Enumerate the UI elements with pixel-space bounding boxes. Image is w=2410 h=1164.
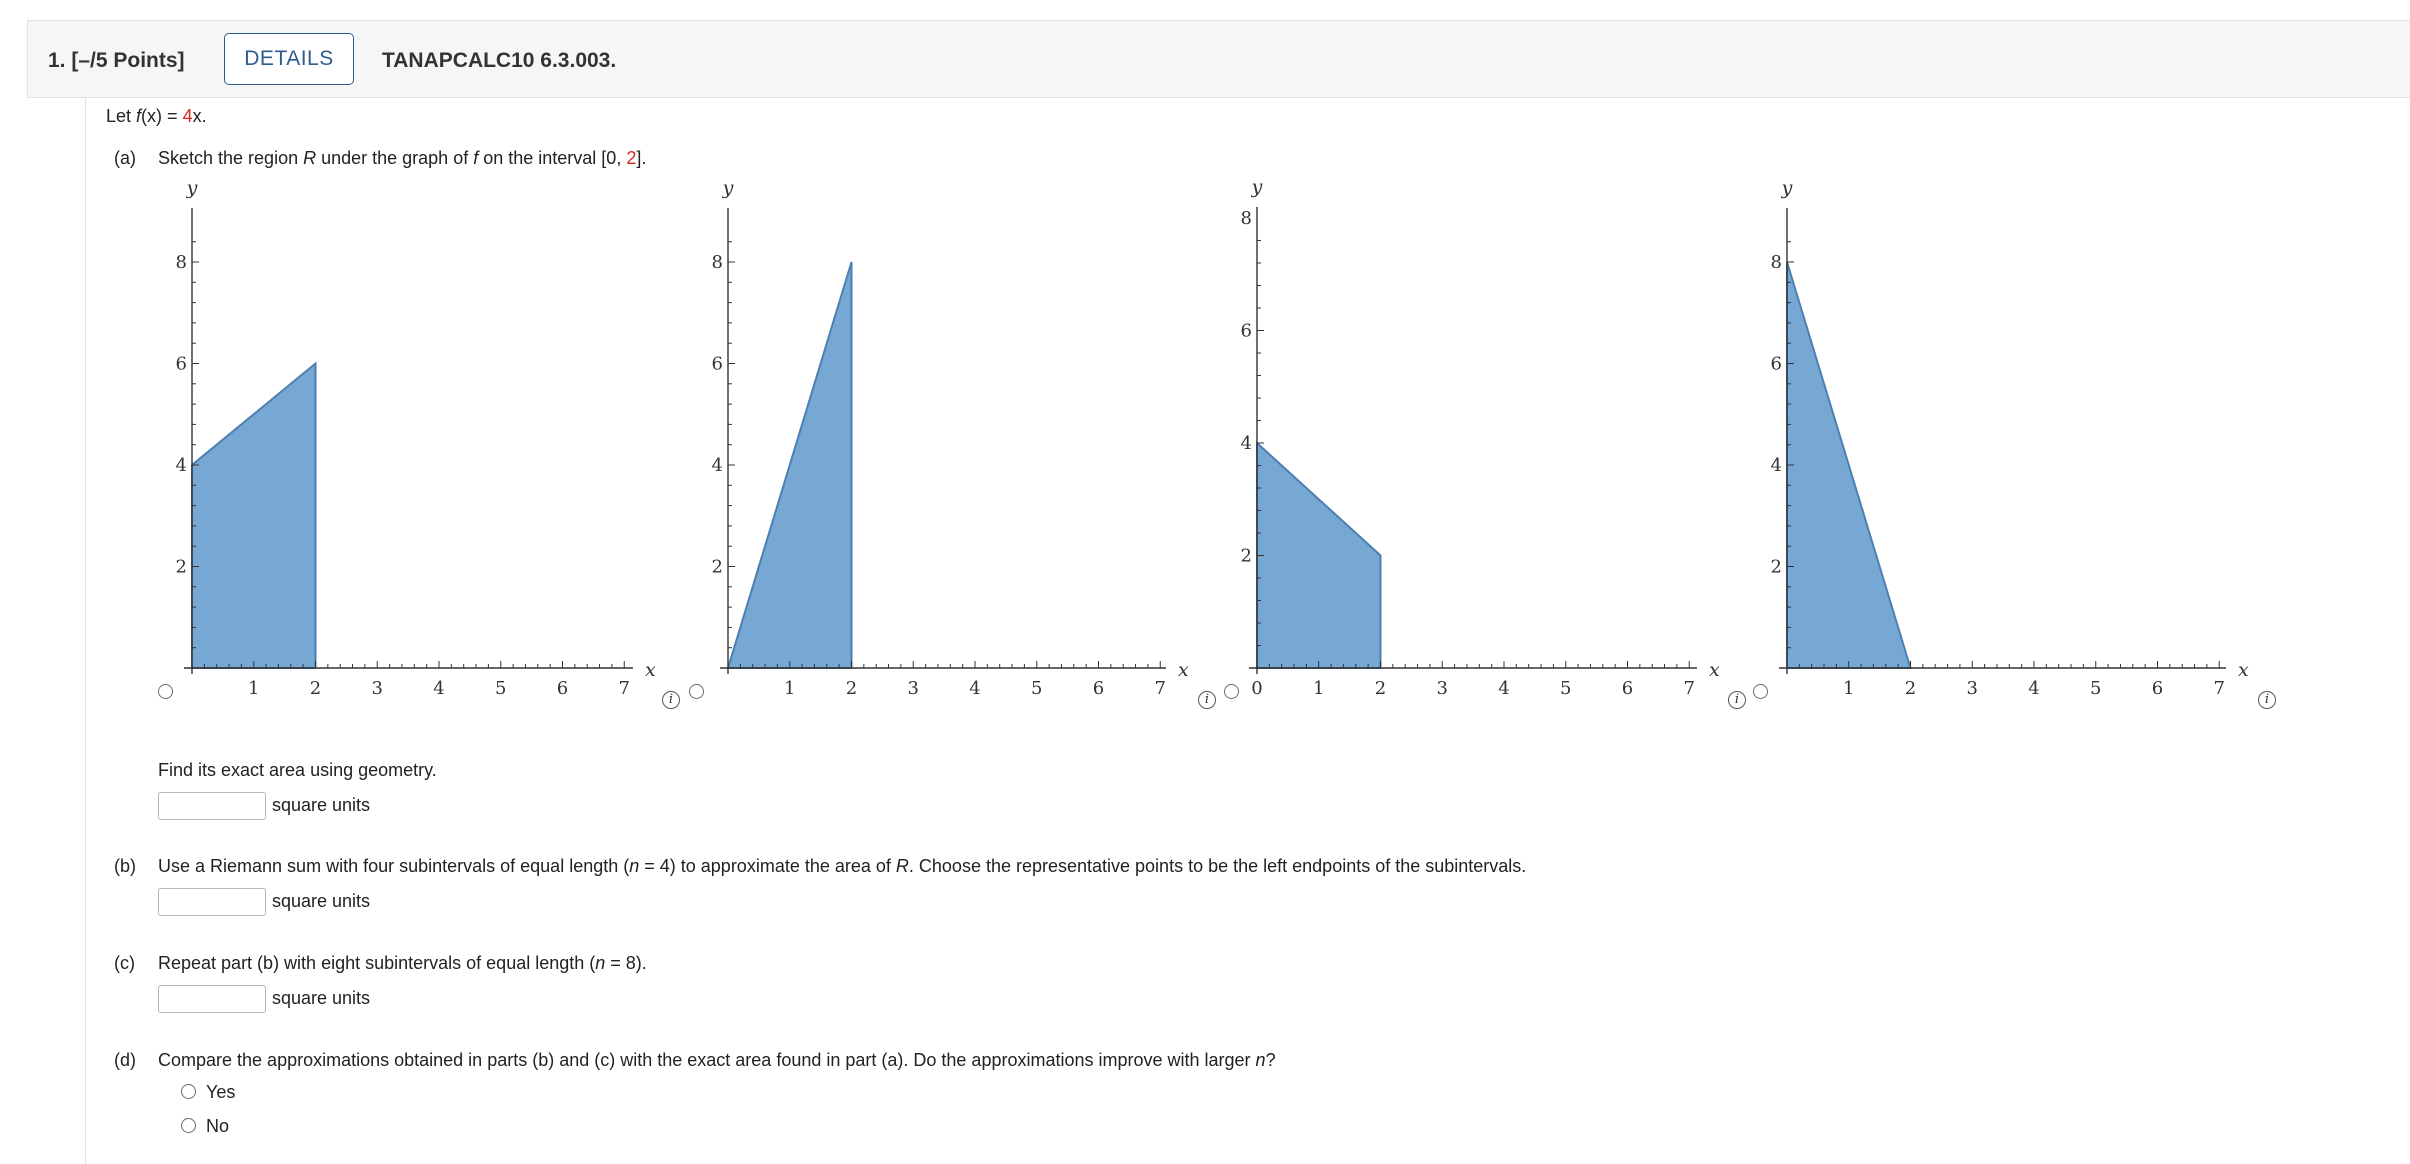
y-tick-label: 6 (1770, 353, 1782, 375)
x-tick-label: 5 (2090, 678, 2102, 699)
x-tick-label: 2 (309, 678, 322, 699)
info-icon[interactable]: i (662, 691, 680, 709)
part-d-prompt (158, 1050, 1276, 1071)
prompt-text: on the interval [0, (478, 148, 627, 168)
part-b-answer-input[interactable] (158, 888, 266, 916)
x-tick-label: 7 (1683, 678, 1695, 699)
content-divider (85, 98, 86, 1164)
problem-code: TANAPCALC10 6.3.003. (382, 49, 617, 72)
part-b-label: (b) (114, 856, 136, 876)
part-c-label: (c) (114, 953, 135, 973)
y-tick-label: 6 (1240, 320, 1252, 342)
intro-text: x. (192, 106, 207, 126)
x-tick-label: 4 (1498, 678, 1510, 699)
x-tick-label: 4 (2028, 678, 2040, 699)
x-axis-label: x (1709, 659, 1720, 681)
no-radio[interactable] (181, 1118, 196, 1133)
x-tick-label: 0 (1251, 678, 1263, 699)
n-symbol: n (629, 856, 640, 876)
prompt-text: ]. (636, 148, 647, 168)
x-tick-label: 2 (1904, 678, 1917, 699)
y-tick-label: 8 (1770, 252, 1782, 273)
graph-option-3-radio[interactable] (1224, 684, 1239, 699)
part-a-answer-input[interactable] (158, 792, 266, 820)
y-tick-label: 8 (175, 252, 187, 273)
y-tick-label: 8 (711, 252, 723, 273)
x-tick-label: 7 (1154, 678, 1166, 699)
units-label: square units (272, 795, 371, 815)
x-tick-label: 5 (1031, 678, 1043, 699)
shaded-region (192, 364, 316, 669)
shaded-region (1257, 443, 1381, 668)
x-axis-label: x (2238, 659, 2249, 681)
y-tick-label: 4 (711, 455, 723, 476)
x-tick-label: 7 (618, 678, 630, 699)
x-tick-label: 6 (2151, 678, 2164, 699)
units-label: square units (272, 988, 371, 1008)
function-symbol: f (473, 148, 479, 168)
interval-end-value: 2 (626, 148, 637, 168)
y-axis-label: y (186, 177, 198, 199)
y-axis-label: y (1251, 176, 1263, 198)
x-tick-label: 3 (907, 678, 919, 699)
x-tick-label: 4 (433, 678, 445, 699)
y-axis-label: y (722, 177, 734, 199)
shaded-region (1787, 262, 1911, 668)
part-a-prompt (158, 148, 646, 169)
x-axis-label: x (1178, 659, 1189, 681)
part-c-prompt (158, 953, 647, 974)
info-icon[interactable]: i (2258, 691, 2276, 709)
region-symbol: R (303, 148, 317, 168)
x-tick-label: 1 (1313, 678, 1325, 699)
intro-text: Let (106, 106, 137, 126)
prompt-text: . Choose the representative points to be the left endpoints of the subintervals. (908, 856, 1527, 876)
no-option-label: No (206, 1116, 230, 1136)
part-d-label: (d) (114, 1050, 136, 1070)
prompt-text: Use a Riemann sum with four subintervals of equal length ( (158, 856, 630, 876)
x-tick-label: 3 (1436, 678, 1448, 699)
y-tick-label: 2 (1240, 545, 1252, 567)
prompt-text: Sketch the region (158, 148, 304, 168)
prompt-text: ? (1265, 1050, 1276, 1070)
x-axis-label: x (645, 659, 656, 681)
yes-option-label: Yes (206, 1082, 236, 1102)
intro-text: (x) = (141, 106, 183, 126)
yes-radio[interactable] (181, 1084, 196, 1099)
region-symbol: R (895, 856, 909, 876)
x-tick-label: 3 (1966, 678, 1978, 699)
part-b-prompt (158, 856, 1526, 877)
x-tick-label: 6 (1621, 678, 1634, 699)
y-tick-label: 6 (175, 353, 187, 375)
x-tick-label: 6 (1092, 678, 1105, 699)
info-icon[interactable]: i (1728, 691, 1746, 709)
question-points (48, 49, 185, 73)
prompt-text: = 4) to approximate the area of (639, 856, 896, 876)
x-tick-label: 5 (495, 678, 507, 699)
x-tick-label: 2 (845, 678, 858, 699)
x-tick-label: 4 (969, 678, 981, 699)
y-axis-label: y (1781, 177, 1793, 199)
graph-option-4-radio[interactable] (1753, 684, 1768, 699)
x-tick-label: 1 (1843, 678, 1855, 699)
question-header (27, 20, 2410, 98)
y-tick-label: 8 (1240, 208, 1252, 229)
info-icon[interactable]: i (1198, 691, 1216, 709)
x-tick-label: 6 (556, 678, 569, 699)
graph-option-2-radio[interactable] (689, 684, 704, 699)
coefficient-value: 4 (182, 106, 193, 126)
x-tick-label: 3 (371, 678, 383, 699)
n-symbol: n (1255, 1050, 1266, 1070)
graph-option-1-radio[interactable] (158, 684, 173, 699)
shaded-region (728, 262, 852, 668)
x-tick-label: 5 (1560, 678, 1572, 699)
part-a-label: (a) (114, 148, 136, 168)
prompt-text: under the graph of (316, 148, 474, 168)
x-tick-label: 7 (2213, 678, 2225, 699)
y-tick-label: 2 (1770, 556, 1782, 578)
y-tick-label: 4 (175, 455, 187, 476)
y-tick-label: 2 (175, 556, 187, 578)
find-area-prompt: Find its exact area using geometry. (158, 760, 437, 780)
function-symbol: f (136, 106, 142, 126)
prompt-text: Compare the approximations obtained in parts (b) and (c) with the exact area found in part (a). Do the approximations improve with larger (158, 1050, 1256, 1070)
prompt-text: = 8). (605, 953, 647, 973)
x-tick-label: 2 (1374, 678, 1387, 699)
x-tick-label: 1 (784, 678, 796, 699)
y-tick-label: 4 (1770, 455, 1782, 476)
x-tick-label: 1 (248, 678, 260, 699)
details-button[interactable]: DETAILS (224, 33, 354, 85)
y-tick-label: 4 (1240, 433, 1252, 454)
prompt-text: Repeat part (b) with eight subintervals of equal length ( (158, 953, 596, 973)
y-tick-label: 6 (711, 353, 723, 375)
part-c-answer-input[interactable] (158, 985, 266, 1013)
n-symbol: n (595, 953, 606, 973)
y-tick-label: 2 (711, 556, 723, 578)
points-label: [–/5 Points] (71, 49, 185, 72)
function-definition (106, 106, 207, 127)
question-number: 1. (48, 49, 66, 72)
units-label: square units (272, 891, 371, 911)
